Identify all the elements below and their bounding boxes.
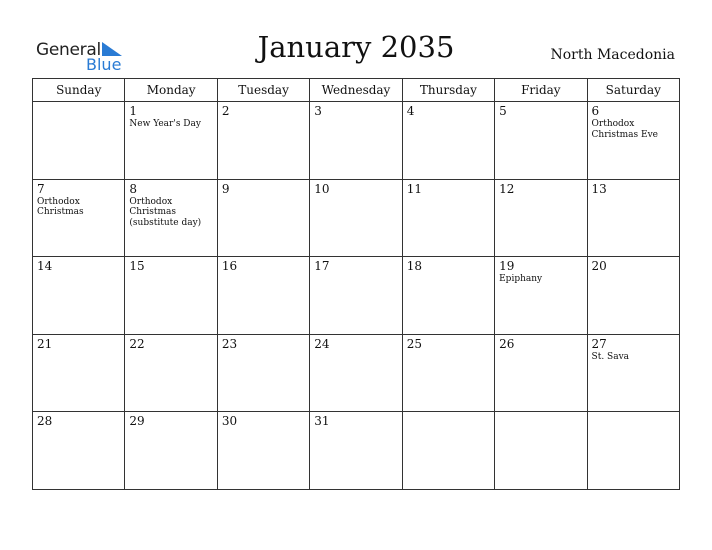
day-cell [310, 102, 402, 180]
calendar-grid [32, 78, 680, 490]
day-number: 22 [129, 336, 145, 351]
day-cell [587, 412, 679, 490]
day-cell [310, 179, 402, 257]
day-number: 13 [591, 181, 607, 196]
day-number: 21 [37, 336, 53, 351]
week-row [33, 179, 680, 257]
day-cell [125, 102, 217, 180]
country-label: North Macedonia [550, 47, 675, 63]
day-number: 17 [314, 259, 330, 274]
weekday-header: Saturday [587, 79, 679, 102]
day-cell [125, 257, 217, 335]
day-number: 14 [37, 259, 53, 274]
day-cell [587, 102, 679, 180]
day-number: 9 [221, 181, 230, 196]
day-number: 3 [314, 104, 322, 118]
day-number: 15 [129, 259, 145, 274]
day-cell [33, 257, 125, 335]
day-number: 25 [406, 336, 422, 351]
day-cell [33, 334, 125, 412]
day-cell [402, 257, 494, 335]
day-number: 26 [499, 336, 515, 351]
holiday-label: St. Sava [591, 351, 630, 362]
week-row [33, 257, 680, 335]
day-cell [402, 334, 494, 412]
day-number: 30 [221, 414, 238, 429]
day-cell [310, 257, 402, 335]
day-number: 23 [221, 336, 238, 351]
week-row [33, 102, 680, 180]
day-cell [310, 412, 402, 490]
weekday-header: Thursday [402, 79, 494, 102]
day-number: 24 [314, 336, 330, 351]
day-cell [217, 257, 309, 335]
day-cell [495, 412, 587, 490]
day-cell [402, 102, 494, 180]
weekday-header: Wednesday [310, 79, 402, 102]
day-cell [125, 334, 217, 412]
day-cell [33, 179, 125, 257]
day-cell [310, 334, 402, 412]
day-number: 29 [129, 414, 145, 429]
holiday-label: Orthodox Christmas [37, 196, 84, 218]
day-cell [33, 102, 125, 180]
day-cell [33, 412, 125, 490]
day-cell [495, 102, 587, 180]
day-number: 5 [499, 104, 507, 118]
week-row [33, 334, 680, 412]
day-number: 19 [499, 259, 515, 274]
holiday-label: Orthodox Christmas Eve [591, 119, 658, 140]
weekday-header: Monday [125, 79, 217, 102]
day-number: 31 [314, 414, 330, 429]
day-number: 4 [406, 104, 415, 118]
holiday-label: New Year's Day [129, 119, 201, 129]
day-cell [587, 334, 679, 412]
day-cell [217, 102, 309, 180]
holiday-label: Orthodox Christmas (substitute day) [129, 196, 202, 228]
day-number: 11 [406, 181, 422, 196]
day-number: 2 [221, 104, 230, 118]
logo-general-text: General [36, 40, 101, 60]
day-cell [125, 412, 217, 490]
day-number: 28 [37, 414, 53, 429]
day-cell [495, 257, 587, 335]
day-number: 12 [499, 181, 515, 196]
day-number: 8 [129, 181, 138, 196]
day-cell [402, 179, 494, 257]
day-cell [587, 257, 679, 335]
day-number: 16 [221, 259, 238, 274]
day-number: 10 [314, 181, 330, 196]
day-cell [217, 412, 309, 490]
weekday-header: Friday [495, 79, 587, 102]
weekday-header: Sunday [33, 79, 125, 102]
day-number: 7 [37, 181, 45, 196]
day-cell [217, 179, 309, 257]
day-number: 1 [129, 104, 138, 118]
day-number: 20 [591, 259, 607, 274]
day-number: 18 [406, 259, 422, 274]
day-number: 27 [591, 336, 607, 351]
weekday-header-row [33, 79, 680, 102]
logo-blue-text: Blue [86, 55, 122, 74]
day-cell [402, 412, 494, 490]
day-number: 6 [591, 104, 600, 118]
day-cell [495, 179, 587, 257]
week-row [33, 412, 680, 490]
holiday-label: Epiphany [499, 274, 543, 285]
day-cell [125, 179, 217, 257]
page-title: January 2035 [257, 30, 455, 64]
weekday-header: Tuesday [217, 79, 309, 102]
day-cell [587, 179, 679, 257]
day-cell [217, 334, 309, 412]
day-cell [495, 334, 587, 412]
